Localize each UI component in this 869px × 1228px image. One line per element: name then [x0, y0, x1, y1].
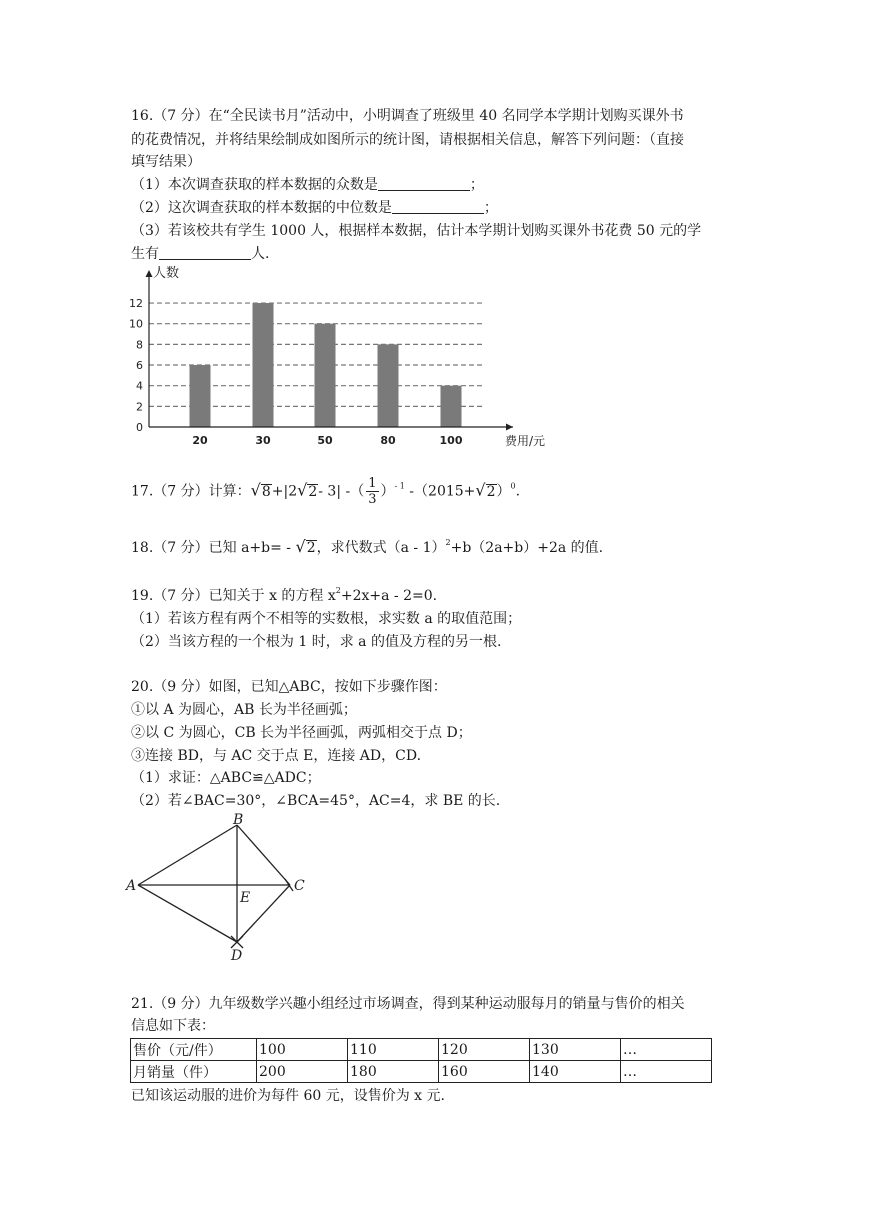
q19-text: 19.（7 分）已知关于 x 的方程 x — [131, 588, 336, 604]
bar-chart — [118, 262, 558, 450]
sqrt-radicand: 2 — [308, 483, 318, 500]
q16-line3: 填写结果） — [131, 154, 201, 170]
fraction — [366, 476, 378, 507]
q20-step2: ②以 C 为圆心，CB 长为半径画弧，两弧相交于点 D； — [131, 725, 472, 741]
answer-blank[interactable] — [159, 245, 251, 260]
segment-ad — [138, 885, 237, 942]
q21-line1: 21.（9 分）九年级数学兴趣小组经过市场调查，得到某种运动服每月的销量与售价的相关 — [131, 996, 685, 1012]
price-sales-table — [130, 1038, 712, 1083]
label-d: D — [231, 948, 243, 962]
table-cell: 160 — [439, 1061, 530, 1083]
q19-part1: （1）若该方程有两个不相等的实数根，求实数 a 的取值范围； — [131, 611, 522, 627]
label-c: C — [294, 878, 305, 894]
x-axis-arrow — [506, 424, 513, 431]
q19-part2: （2）当该方程的一个根为 1 时，求 a 的值及方程的另一根. — [131, 634, 502, 650]
q18-line — [131, 537, 603, 558]
bar — [190, 365, 211, 427]
y-tick-label: 6 — [136, 359, 143, 373]
x-axis-title: 费用/元 — [505, 434, 546, 448]
q16-part1-end: ； — [469, 177, 484, 193]
x-tick-label: 80 — [380, 434, 396, 447]
q16-part2-end: ； — [483, 200, 498, 216]
q16-part3: （3）若该校共有学生 1000 人，根据样本数据，估计本学期计划购买课外书花费 50 元的学 — [131, 223, 702, 239]
q19-text: +2x+a - 2=0. — [340, 588, 438, 604]
q18-end: +b（2a+b）+2a 的值. — [450, 540, 604, 556]
q20-step1: ①以 A 为圆心，AB 长为半径画弧； — [131, 702, 357, 718]
x-tick-label: 50 — [317, 434, 333, 447]
q18-prefix: 18.（7 分）已知 a+b= - — [131, 540, 296, 556]
y-tick-label: 10 — [129, 317, 143, 331]
q16-part2 — [131, 198, 498, 218]
geometry-figure — [124, 812, 324, 962]
exponent: - 1 — [394, 481, 405, 491]
bar — [378, 344, 399, 427]
label-e: E — [240, 890, 251, 906]
sqrt-sign: √ — [295, 537, 306, 556]
q20-part2: （2）若∠BAC=30°，∠BCA=45°，AC=4，求 BE 的长. — [131, 793, 501, 809]
fraction-numerator: 1 — [368, 476, 377, 491]
q20-line1: 20.（9 分）如图，已知△ABC，按如下步骤作图： — [131, 679, 447, 695]
q17-text: ） — [496, 483, 511, 500]
y-tick-label: 0 — [136, 421, 143, 434]
bar — [441, 386, 462, 427]
sqrt-radicand: 2 — [486, 483, 496, 500]
sqrt-sign: √ — [297, 480, 308, 500]
x-tick-label: 100 — [439, 434, 463, 447]
sqrt-radicand: 2 — [306, 540, 316, 556]
q20-part1: （1）求证：△ABC≌△ADC； — [131, 770, 321, 786]
q16-part3b-text: 生有 — [131, 246, 159, 262]
q17-line — [131, 476, 520, 507]
row-header: 售价（元/件） — [131, 1039, 257, 1061]
q21-after: 已知该运动服的进价为每件 60 元，设售价为 x 元. — [131, 1088, 445, 1104]
q17-text: +|2 — [271, 483, 298, 500]
y-tick-label: 12 — [129, 297, 143, 311]
q16-line1: 16.（7 分）在“全民读书月”活动中，小明调查了班级里 40 名同学本学期计划购买课外书 — [131, 108, 684, 124]
table-row — [131, 1039, 712, 1061]
exponent: 2 — [445, 538, 451, 547]
table-cell: … — [621, 1039, 712, 1061]
q21-line2: 信息如下表： — [131, 1018, 215, 1034]
label-b: B — [233, 812, 244, 828]
table-cell: 180 — [348, 1061, 439, 1083]
bar — [253, 303, 274, 427]
q16-part3b-end: 人. — [251, 246, 270, 262]
table-cell: 140 — [530, 1061, 621, 1083]
answer-blank[interactable] — [392, 199, 484, 214]
bar — [315, 324, 336, 427]
table-cell: 200 — [257, 1061, 348, 1083]
sqrt-sign: √ — [250, 480, 261, 500]
q19-line1 — [131, 586, 437, 606]
table-cell: 110 — [348, 1039, 439, 1061]
q17-text: -（2015+ — [404, 483, 476, 500]
table-cell: 130 — [530, 1039, 621, 1061]
q16-part2-text: （2）这次调查获取的样本数据的中位数是 — [131, 200, 392, 216]
q17-prefix: 17.（7 分）计算： — [131, 483, 251, 500]
segment-ab — [138, 825, 237, 885]
q16-line2: 的花费情况，并将结果绘制成如图所示的统计图，请根据相关信息，解答下列问题：（直接 — [131, 132, 684, 148]
q17-end: . — [515, 483, 521, 500]
table-cell: 120 — [439, 1039, 530, 1061]
q16-part3-cont — [131, 244, 269, 264]
y-tick-label: 2 — [136, 400, 143, 414]
x-tick-label: 30 — [255, 434, 271, 447]
label-a: A — [126, 878, 137, 894]
sqrt-sign: √ — [475, 480, 486, 500]
q17-text: ） — [380, 483, 395, 500]
q16-part1-text: （1）本次调查获取的样本数据的众数是 — [131, 177, 378, 193]
q20-step3: ③连接 BD，与 AC 交于点 E，连接 AD，CD. — [131, 748, 422, 764]
exponent: 0 — [510, 481, 516, 491]
y-axis-title: 人数 — [153, 266, 180, 281]
table-cell: 100 — [257, 1039, 348, 1061]
q18-text: ，求代数式（a - 1） — [316, 540, 446, 556]
table-row — [131, 1061, 712, 1083]
fraction-denominator: 3 — [368, 492, 377, 507]
table-cell: … — [621, 1061, 712, 1083]
segment-bc — [237, 825, 290, 885]
row-header: 月销量（件） — [131, 1061, 257, 1083]
y-tick-label: 8 — [136, 338, 143, 352]
exponent: 2 — [335, 586, 341, 595]
sqrt-radicand: 8 — [261, 483, 271, 500]
x-tick-label: 20 — [192, 434, 208, 447]
answer-blank[interactable] — [378, 176, 470, 191]
y-axis-arrow — [146, 270, 153, 277]
q17-text: - 3| -（ — [318, 483, 365, 500]
q16-part1 — [131, 175, 484, 195]
y-tick-label: 4 — [136, 379, 143, 393]
